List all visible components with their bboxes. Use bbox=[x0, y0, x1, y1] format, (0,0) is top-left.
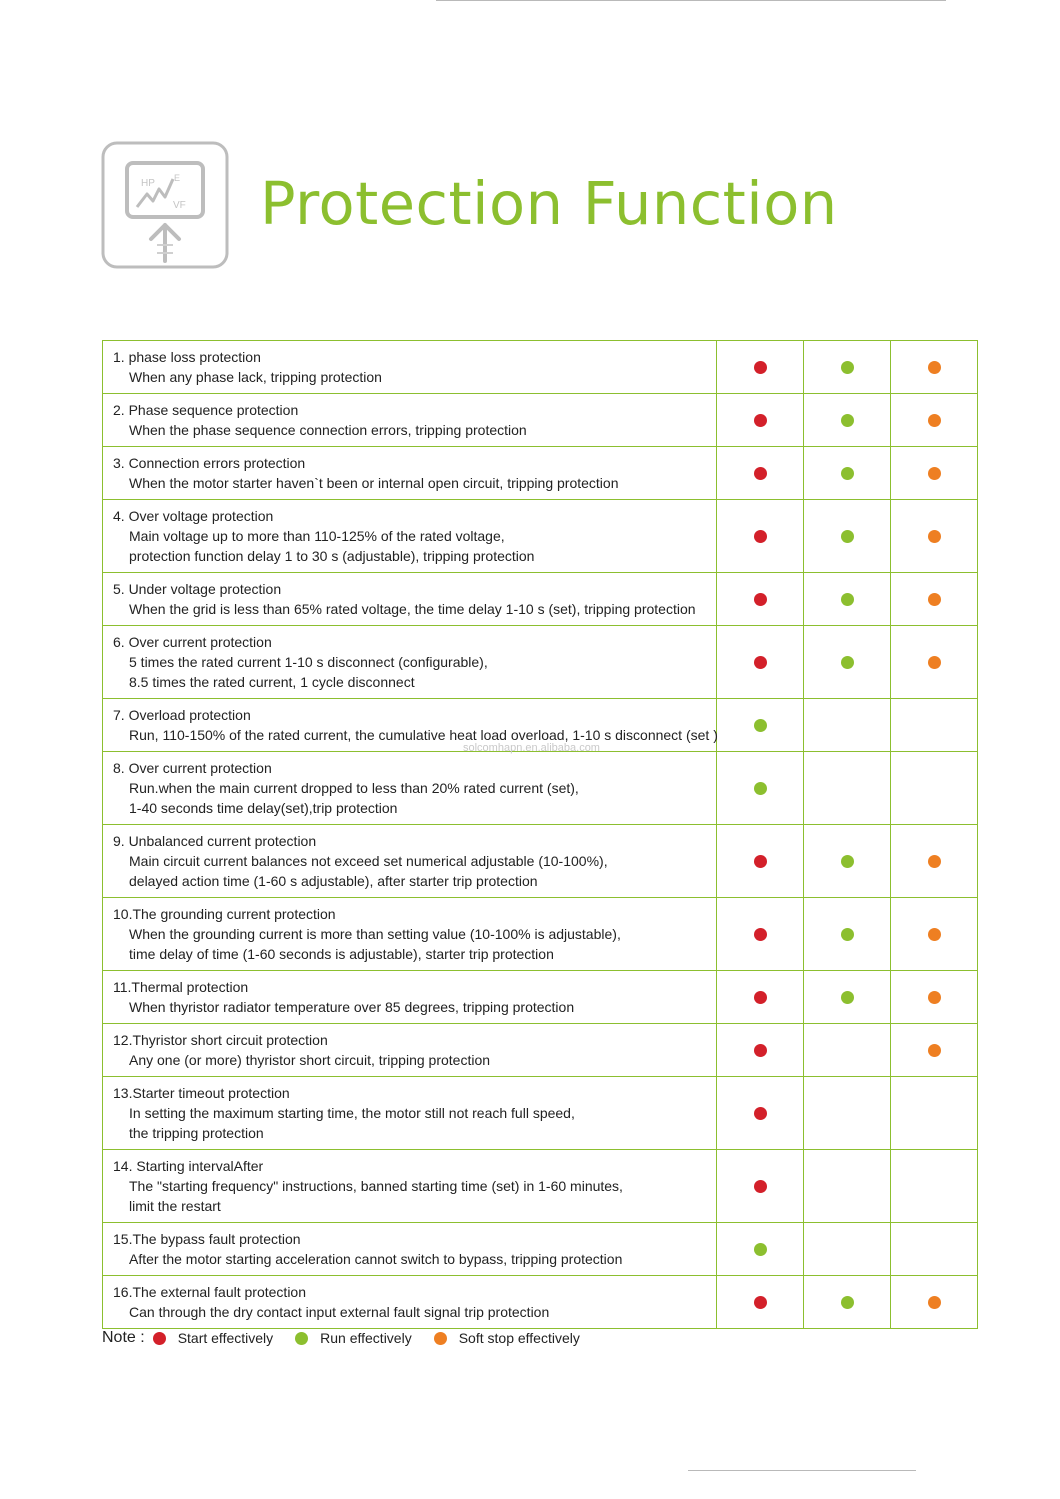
start-cell bbox=[717, 971, 804, 1023]
red-dot-icon bbox=[754, 467, 767, 480]
table-row bbox=[103, 751, 977, 824]
soft-stop-cell bbox=[891, 1223, 977, 1275]
run-cell bbox=[804, 1223, 891, 1275]
green-dot-icon bbox=[754, 1243, 767, 1256]
red-dot-icon bbox=[754, 1044, 767, 1057]
start-cell bbox=[717, 573, 804, 625]
protection-detail: When the motor starter haven`t been or internal open circuit, tripping protection bbox=[129, 475, 619, 491]
protection-detail: Main circuit current balances not exceed set numerical adjustable (10-100%), bbox=[129, 853, 608, 869]
protection-detail: Any one (or more) thyristor short circuit, tripping protection bbox=[129, 1052, 491, 1068]
soft-stop-cell bbox=[891, 752, 977, 824]
legend-run-dot-icon bbox=[295, 1332, 308, 1345]
table-row bbox=[103, 1023, 977, 1076]
bottom-rule bbox=[688, 1470, 916, 1471]
protection-title: 7. Overload protection bbox=[113, 707, 251, 723]
protection-logo-icon bbox=[101, 141, 229, 269]
protection-detail: delayed action time (1-60 s adjustable), after starter trip protection bbox=[129, 873, 538, 889]
start-cell bbox=[717, 825, 804, 897]
protection-description bbox=[103, 1077, 717, 1149]
red-dot-icon bbox=[754, 530, 767, 543]
run-cell bbox=[804, 699, 891, 751]
protection-detail: protection function delay 1 to 30 s (adjustable), tripping protection bbox=[129, 548, 535, 564]
protection-table bbox=[102, 340, 978, 1329]
protection-description bbox=[103, 752, 717, 824]
red-dot-icon bbox=[754, 991, 767, 1004]
green-dot-icon bbox=[841, 530, 854, 543]
soft-stop-cell bbox=[891, 447, 977, 499]
soft-stop-cell bbox=[891, 341, 977, 393]
soft-stop-cell bbox=[891, 971, 977, 1023]
green-dot-icon bbox=[841, 855, 854, 868]
orange-dot-icon bbox=[928, 467, 941, 480]
green-dot-icon bbox=[841, 593, 854, 606]
green-dot-icon bbox=[841, 928, 854, 941]
start-cell bbox=[717, 626, 804, 698]
protection-detail: 8.5 times the rated current, 1 cycle disconnect bbox=[129, 674, 415, 690]
soft-stop-cell bbox=[891, 394, 977, 446]
svg-text:E: E bbox=[174, 173, 181, 183]
start-cell bbox=[717, 1223, 804, 1275]
protection-title: 1. phase loss protection bbox=[113, 349, 261, 365]
protection-detail: When the grid is less than 65% rated voltage, the time delay 1-10 s (set), tripping protection bbox=[129, 601, 696, 617]
run-cell bbox=[804, 752, 891, 824]
green-dot-icon bbox=[841, 414, 854, 427]
svg-text:HP: HP bbox=[141, 178, 155, 189]
svg-text:VF: VF bbox=[173, 200, 186, 211]
soft-stop-cell bbox=[891, 825, 977, 897]
orange-dot-icon bbox=[928, 593, 941, 606]
legend-note-label: Note : bbox=[102, 1329, 145, 1346]
red-dot-icon bbox=[754, 1296, 767, 1309]
table-row bbox=[103, 897, 977, 970]
start-cell bbox=[717, 447, 804, 499]
top-rule bbox=[436, 0, 946, 1]
green-dot-icon bbox=[841, 1296, 854, 1309]
legend-soft-stop-dot-icon bbox=[434, 1332, 447, 1345]
red-dot-icon bbox=[754, 593, 767, 606]
protection-description bbox=[103, 447, 717, 499]
protection-description bbox=[103, 341, 717, 393]
protection-title: 5. Under voltage protection bbox=[113, 581, 282, 597]
run-cell bbox=[804, 1024, 891, 1076]
orange-dot-icon bbox=[928, 855, 941, 868]
orange-dot-icon bbox=[928, 530, 941, 543]
start-cell bbox=[717, 752, 804, 824]
protection-description bbox=[103, 1150, 717, 1222]
table-row bbox=[103, 572, 977, 625]
run-cell bbox=[804, 500, 891, 572]
protection-detail: The "starting frequency" instructions, banned starting time (set) in 1-60 minutes, bbox=[129, 1178, 623, 1194]
legend bbox=[102, 1326, 602, 1350]
protection-description bbox=[103, 1223, 717, 1275]
protection-detail: When the phase sequence connection errors, tripping protection bbox=[129, 422, 527, 438]
protection-detail: Can through the dry contact input external fault signal trip protection bbox=[129, 1304, 550, 1320]
protection-title: 14. Starting intervalAfter bbox=[113, 1158, 264, 1174]
protection-description bbox=[103, 825, 717, 897]
protection-description bbox=[103, 699, 717, 751]
table-row bbox=[103, 499, 977, 572]
run-cell bbox=[804, 971, 891, 1023]
protection-title: 3. Connection errors protection bbox=[113, 455, 306, 471]
run-cell bbox=[804, 573, 891, 625]
protection-title: 15.The bypass fault protection bbox=[113, 1231, 301, 1247]
green-dot-icon bbox=[754, 782, 767, 795]
watermark: solcomhapn.en.alibaba.com bbox=[463, 742, 600, 754]
run-cell bbox=[804, 626, 891, 698]
protection-detail: time delay of time (1-60 seconds is adjustable), starter trip protection bbox=[129, 946, 554, 962]
green-dot-icon bbox=[754, 719, 767, 732]
protection-title: 16.The external fault protection bbox=[113, 1284, 307, 1300]
orange-dot-icon bbox=[928, 928, 941, 941]
protection-description bbox=[103, 898, 717, 970]
run-cell bbox=[804, 825, 891, 897]
page-title: Protection Function bbox=[260, 169, 838, 238]
protection-description bbox=[103, 1024, 717, 1076]
run-cell bbox=[804, 1150, 891, 1222]
protection-detail: limit the restart bbox=[129, 1198, 221, 1214]
table-row bbox=[103, 393, 977, 446]
red-dot-icon bbox=[754, 1180, 767, 1193]
protection-description bbox=[103, 626, 717, 698]
green-dot-icon bbox=[841, 467, 854, 480]
protection-description bbox=[103, 573, 717, 625]
run-cell bbox=[804, 1276, 891, 1328]
run-cell bbox=[804, 1077, 891, 1149]
table-row bbox=[103, 970, 977, 1023]
protection-detail: When any phase lack, tripping protection bbox=[129, 369, 382, 385]
soft-stop-cell bbox=[891, 699, 977, 751]
start-cell bbox=[717, 1276, 804, 1328]
start-cell bbox=[717, 394, 804, 446]
table-row bbox=[103, 1149, 977, 1222]
soft-stop-cell bbox=[891, 626, 977, 698]
orange-dot-icon bbox=[928, 991, 941, 1004]
run-cell bbox=[804, 898, 891, 970]
soft-stop-cell bbox=[891, 1077, 977, 1149]
protection-description bbox=[103, 1276, 717, 1328]
start-cell bbox=[717, 699, 804, 751]
start-cell bbox=[717, 1077, 804, 1149]
start-cell bbox=[717, 341, 804, 393]
protection-detail: Run, 110-150% of the rated current, the cumulative heat load overload, 1-10 s disconnect (set ) bbox=[129, 727, 718, 743]
red-dot-icon bbox=[754, 656, 767, 669]
protection-detail: In setting the maximum starting time, the motor still not reach full speed, bbox=[129, 1105, 575, 1121]
soft-stop-cell bbox=[891, 573, 977, 625]
soft-stop-cell bbox=[891, 1150, 977, 1222]
protection-detail: the tripping protection bbox=[129, 1125, 264, 1141]
red-dot-icon bbox=[754, 1107, 767, 1120]
table-row bbox=[103, 1275, 977, 1328]
protection-detail: 5 times the rated current 1-10 s disconnect (configurable), bbox=[129, 654, 488, 670]
soft-stop-cell bbox=[891, 1276, 977, 1328]
red-dot-icon bbox=[754, 928, 767, 941]
run-cell bbox=[804, 341, 891, 393]
protection-detail: When thyristor radiator temperature over 85 degrees, tripping protection bbox=[129, 999, 575, 1015]
start-cell bbox=[717, 1150, 804, 1222]
protection-description bbox=[103, 500, 717, 572]
protection-title: 12.Thyristor short circuit protection bbox=[113, 1032, 328, 1048]
red-dot-icon bbox=[754, 855, 767, 868]
green-dot-icon bbox=[841, 361, 854, 374]
start-cell bbox=[717, 500, 804, 572]
protection-title: 10.The grounding current protection bbox=[113, 906, 336, 922]
protection-description bbox=[103, 394, 717, 446]
legend-soft-stop-label: Soft stop effectively bbox=[458, 1330, 580, 1346]
start-cell bbox=[717, 898, 804, 970]
orange-dot-icon bbox=[928, 1296, 941, 1309]
legend-start-label: Start effectively bbox=[177, 1330, 274, 1346]
red-dot-icon bbox=[754, 414, 767, 427]
legend-start-dot-icon bbox=[153, 1332, 166, 1345]
red-dot-icon bbox=[754, 361, 767, 374]
green-dot-icon bbox=[841, 991, 854, 1004]
orange-dot-icon bbox=[928, 361, 941, 374]
protection-detail: When the grounding current is more than setting value (10-100% is adjustable), bbox=[129, 926, 621, 942]
table-row bbox=[103, 625, 977, 698]
table-row bbox=[103, 341, 977, 393]
protection-title: 13.Starter timeout protection bbox=[113, 1085, 290, 1101]
run-cell bbox=[804, 394, 891, 446]
soft-stop-cell bbox=[891, 1024, 977, 1076]
orange-dot-icon bbox=[928, 414, 941, 427]
soft-stop-cell bbox=[891, 500, 977, 572]
protection-detail: 1-40 seconds time delay(set),trip protection bbox=[129, 800, 398, 816]
orange-dot-icon bbox=[928, 1044, 941, 1057]
orange-dot-icon bbox=[928, 656, 941, 669]
protection-title: 2. Phase sequence protection bbox=[113, 402, 299, 418]
protection-description bbox=[103, 971, 717, 1023]
table-row bbox=[103, 1222, 977, 1275]
table-row bbox=[103, 824, 977, 897]
protection-title: 4. Over voltage protection bbox=[113, 508, 274, 524]
legend-run-label: Run effectively bbox=[320, 1330, 412, 1346]
green-dot-icon bbox=[841, 656, 854, 669]
table-row bbox=[103, 446, 977, 499]
protection-title: 11.Thermal protection bbox=[113, 979, 249, 995]
protection-detail: Main voltage up to more than 110-125% of the rated voltage, bbox=[129, 528, 505, 544]
protection-title: 9. Unbalanced current protection bbox=[113, 833, 317, 849]
protection-title: 8. Over current protection bbox=[113, 760, 272, 776]
protection-detail: After the motor starting acceleration cannot switch to bypass, tripping protection bbox=[129, 1251, 623, 1267]
protection-title: 6. Over current protection bbox=[113, 634, 272, 650]
start-cell bbox=[717, 1024, 804, 1076]
protection-detail: Run.when the main current dropped to less than 20% rated current (set), bbox=[129, 780, 579, 796]
table-row bbox=[103, 1076, 977, 1149]
run-cell bbox=[804, 447, 891, 499]
soft-stop-cell bbox=[891, 898, 977, 970]
